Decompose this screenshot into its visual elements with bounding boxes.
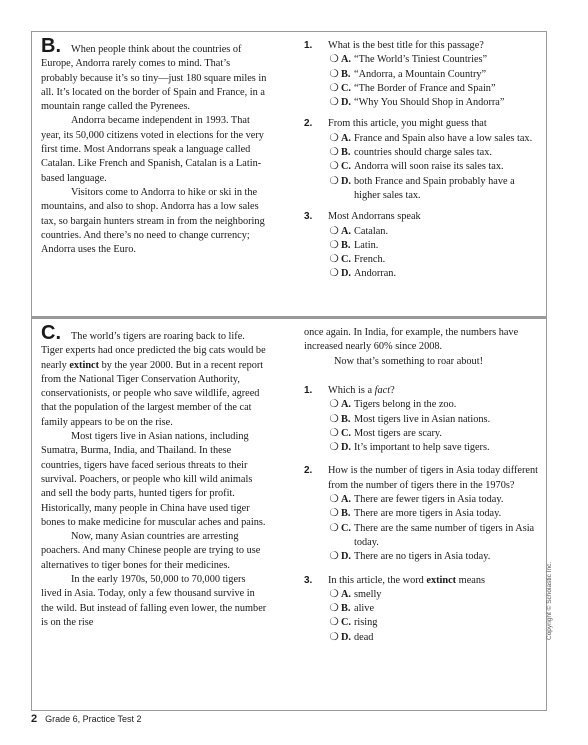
passage-b-p1: B. When people think about the countries of Europe, Andorra rarely comes to mind. That’s probably because it’s so tiny—just 180 square miles in all. It’s located on the border of Spain and France, in a mountain range called the Pyrenees. (41, 35, 267, 113)
question-number: 2. (304, 118, 313, 130)
answer-option-a[interactable]: ❍ A. Tigers belong in the zoo. (328, 398, 540, 412)
radio-bubble-icon[interactable]: ❍ (329, 239, 339, 251)
passage-c-p1: C. The world’s tigers are roaring back to life. Tiger experts had once predicted the big cats would be nearly extinct by the year 2000. But in a recent report from the National Tiger Conservation Authority, conservationists, or people who save wildlife, agreed that the population of the largest member of the cat family appears to be on the rise. (41, 322, 266, 428)
question-text: What is the best title for this passage? (328, 40, 484, 51)
question-c3 (304, 574, 540, 645)
questions-b (304, 39, 540, 282)
answer-option-b[interactable]: ❍ B. alive (328, 602, 540, 616)
radio-bubble-icon[interactable]: ❍ (329, 522, 339, 534)
bold-term: extinct (69, 359, 100, 371)
passage-b-p3: Visitors come to Andorra to hike or ski in the mountains, and also to shop. Andorra has a low sales tax, so bargain hunters stream in from the neighboring countries. And there’s no need to change currency; Andorra uses the Euro. (41, 186, 265, 256)
section-c-letter: C. (41, 322, 61, 344)
answer-option-d[interactable]: ❍ D. “Why You Should Shop in Andorra” (328, 96, 540, 110)
footer-label: Grade 6, Practice Test 2 (45, 714, 142, 724)
answer-option-a[interactable]: ❍ A. smelly (328, 588, 540, 602)
radio-bubble-icon[interactable]: ❍ (329, 631, 339, 643)
answer-option-d[interactable]: ❍ D. dead (328, 631, 540, 645)
passage-c-p2: Most tigers live in Asian nations, including Sumatra, Burma, India, and Thailand. In these countries, tigers have faced serious threats to their survival. Poachers, or people who kill wild animals and sell the body parts, hunted tigers for profit. Historically, many people in China have used tiger bones to make medicine for muscular aches and pains. (41, 431, 266, 528)
question-b3 (304, 210, 540, 281)
question-text: Which is a fact? (328, 385, 395, 396)
copyright-notice: Copyright © Scholastic Inc. (546, 561, 553, 640)
radio-bubble-icon[interactable]: ❍ (329, 551, 339, 563)
answer-option-c[interactable]: ❍ C. French. (328, 253, 540, 267)
question-number: 2. (304, 465, 313, 477)
radio-bubble-icon[interactable]: ❍ (329, 175, 339, 187)
radio-bubble-icon[interactable]: ❍ (329, 617, 339, 629)
question-text: Most Andorrans speak (328, 211, 421, 223)
answer-option-c[interactable]: ❍ C. There are the same number of tigers in Asia today. (329, 522, 535, 548)
answer-option-b[interactable]: ❍ B. countries should charge sales tax. (328, 146, 540, 160)
answer-option-a[interactable]: ❍ A. “The World’s Tiniest Countries” (328, 53, 540, 67)
radio-bubble-icon[interactable]: ❍ (329, 147, 339, 159)
radio-bubble-icon[interactable]: ❍ (329, 82, 339, 94)
radio-bubble-icon[interactable]: ❍ (329, 161, 339, 173)
passage-c (41, 322, 267, 630)
radio-bubble-icon[interactable]: ❍ (329, 442, 339, 454)
answer-option-c[interactable]: ❍ C. rising (328, 616, 540, 630)
radio-bubble-icon[interactable]: ❍ (329, 413, 339, 425)
radio-bubble-icon[interactable]: ❍ (329, 427, 339, 439)
passage-b (41, 35, 267, 257)
radio-bubble-icon[interactable]: ❍ (329, 54, 339, 66)
question-number: 3. (304, 574, 313, 586)
answer-option-d[interactable]: ❍ D. It’s important to help save tigers. (328, 441, 540, 455)
passage-c-cont: once again. In India, for example, the numbers have increased nearly 60% since 2008. (304, 327, 519, 353)
radio-bubble-icon[interactable]: ❍ (329, 68, 339, 80)
passage-c-p3: Now, many Asian countries are arresting poachers. And many Chinese people are trying to use alternatives to tiger bones for their medicines. (41, 531, 261, 571)
answer-option-c[interactable]: ❍ C. Most tigers are scary. (328, 427, 540, 441)
answer-option-a[interactable]: ❍ A. France and Spain also have a low sales tax. (328, 132, 540, 146)
radio-bubble-icon[interactable]: ❍ (329, 494, 339, 506)
question-c1 (304, 384, 540, 455)
answer-option-b[interactable]: ❍ B. “Andorra, a Mountain Country” (328, 68, 540, 82)
passage-b-p2: Andorra became independent in 1993. That year, its 50,000 citizens voted in elections for the very first time. Most Andorrans speak a language called Catalan. Like French and Spanish, Catalan is a Latin-based language. (41, 115, 264, 184)
answer-option-b[interactable]: ❍ B. Latin. (328, 239, 540, 253)
questions-c (304, 384, 540, 645)
page-number: 2 (31, 713, 38, 725)
answer-option-b[interactable]: ❍ B. Most tigers live in Asian nations. (328, 413, 540, 427)
answer-option-d[interactable]: ❍ D. There are no tigers in Asia today. (328, 550, 540, 564)
test-page (31, 31, 547, 711)
section-divider (32, 316, 546, 319)
question-b2 (304, 117, 540, 203)
question-c2 (304, 464, 540, 564)
radio-bubble-icon[interactable]: ❍ (329, 132, 339, 144)
question-b1 (304, 39, 540, 110)
radio-bubble-icon[interactable]: ❍ (329, 588, 339, 600)
radio-bubble-icon[interactable]: ❍ (329, 603, 339, 615)
answer-option-c[interactable]: ❍ C. Andorra will soon raise its sales tax. (328, 160, 540, 174)
question-number: 1. (304, 385, 313, 396)
question-text: From this article, you might guess that (328, 118, 487, 130)
answer-option-a[interactable]: ❍ A. Catalan. (328, 225, 540, 239)
radio-bubble-icon[interactable]: ❍ (329, 268, 339, 280)
question-text: In this article, the word extinct means (328, 574, 485, 586)
answer-option-a[interactable]: ❍ A. There are fewer tigers in Asia today. (328, 493, 540, 507)
question-number: 1. (304, 40, 313, 51)
page-footer (31, 713, 142, 725)
passage-c-p4: In the early 1970s, 50,000 to 70,000 tigers lived in Asia. Today, only a few thousand survive in the wild. But instead of falling even lower, the number is on the rise (41, 574, 267, 628)
radio-bubble-icon[interactable]: ❍ (329, 225, 339, 237)
answer-option-c[interactable]: ❍ C. “The Border of France and Spain” (328, 82, 540, 96)
question-number: 3. (304, 211, 313, 223)
answer-option-d[interactable]: ❍ D. both France and Spain probably have a higher sales tax. (329, 175, 515, 201)
passage-c-closing: Now that’s something to roar about! (334, 355, 483, 367)
answer-option-b[interactable]: ❍ B. There are more tigers in Asia today. (328, 507, 540, 521)
passage-c-continued (304, 326, 540, 369)
answer-option-d[interactable]: ❍ D. Andorran. (328, 267, 540, 281)
radio-bubble-icon[interactable]: ❍ (329, 254, 339, 266)
radio-bubble-icon[interactable]: ❍ (329, 508, 339, 520)
radio-bubble-icon[interactable]: ❍ (329, 399, 339, 411)
question-text: How is the number of tigers in Asia today different from the number of tigers there in the 1970s? (328, 465, 538, 491)
section-b-letter: B. (41, 35, 61, 57)
radio-bubble-icon[interactable]: ❍ (329, 97, 339, 109)
